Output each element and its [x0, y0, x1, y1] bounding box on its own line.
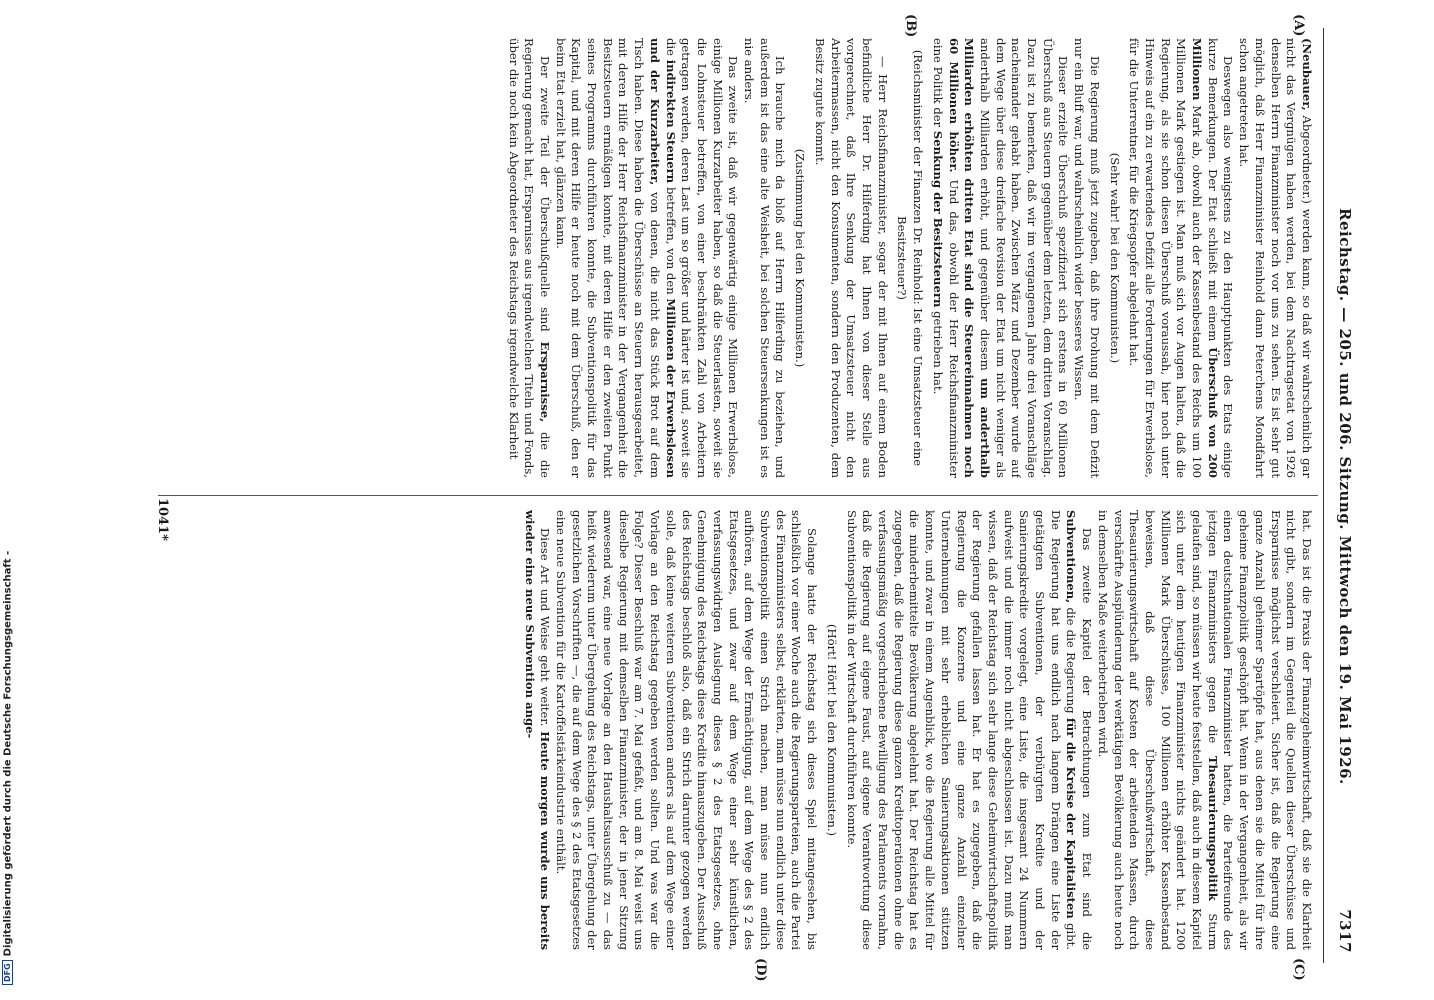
text-run: Sturm gelaufen sind, so müssen wir heute feststellen, daß auch in diesem Kapitel sich unter dem heutigen Finanzminister nichts geändert hat. 1200 Millionen Mark Überschüsse, 100 Millionen erhöhter Kassenbestand beweisen, daß diese Überschußwirtschaft, diese Thesaurierungswirtschaft auf Kosten der arbeitenden Massen, durch verschärfte Ausplünderung der werktätigen Bevölkerung auch heute noch in demselben Maße weiterbetrieben wird.	[1095, 510, 1220, 950]
paragraph	[552, 38, 740, 478]
text-run: Das zweite ist, daß wir gegenwärtig einige Millionen Erwerbslose, einige Millionen Kurzarbeiter haben, so daß die Steuerlasten, soweit sie die Lohnsteuer betreffen, von einer beschränkten Zahl von Arbeitern getragen werden, deren Last um so größer und härter ist und, soweit sie die	[663, 38, 741, 478]
column-divider	[158, 495, 1318, 496]
paragraph: — Herr Reichsfinanzminister, sogar der mit Ihnen auf einem Boden befindliche Herr Dr. Hilferding hat Ihnen von dieser Stelle aus vorgerechnet, daß Ihre Senkung der Umsatzsteuer nicht den Arbeitermassen, nicht den Konsumenten, sondern den Produzenten, dem Besitz zugute kommt.	[812, 38, 890, 478]
paragraph	[929, 38, 1070, 478]
digitization-credit	[2, 35, 16, 985]
text-run: Mark ab, obwohl auch der Kassenbestand des Reichs um 100 Millionen Mark gestiegen ist. Man muß sich vor Augen halten, daß die Regierung, als sie schon diesen Überschuß voraussah, hier noch unter Hinweis auf ein zu erwartendes Defizit alle Forderungen für Erwerbslose, für die Unterrentner, für die Kriegsopfer abgelehnt hat.	[1127, 38, 1205, 478]
paragraph: Die Regierung muß jetzt zugeben, daß ihre Drohung mit dem Defizit nur ein Bluff war, und wahrscheinlich wider besseres Wissen.	[1072, 38, 1102, 478]
text-run: betreffen, von den	[663, 186, 678, 295]
paragraph: Solange hatte der Reichstag sich dieses Spiel mitangesehen, bis schließlich vor einer Woche auch die Regierungsparteien, auch die Partei des Finanzministers selbst, erklärten, man müsse nun endlich unter diese Subventionspolitik einen Strich machen, man müsse nun endlich aufhören, auf dem Wege der Ermächtigung, auf dem Wege des § 2 des Etatsgesetzes, und zwar auf dem Wege einer sehr künstlichen, verfassungswidrigen Auslegung dieses § 2 des Etatsgesetzes, ohne Genehmigung des Reichstags diese Kredite hinauszugeben. Der Ausschuß des Reichstags beschloß also, daß ein Strich darunter gezogen werden solle, daß keine weiteren Subventionen anders als auf dem Wege einer Vorlage an den Reichstag gegeben werden sollten. Und was war die Folge? Dieser Beschluß war am 7. Mai gefaßt, und am 8. Mai weist uns dieselbe Regierung mit demselben Finanzminister, der in jener Sitzung anwesend war, eine neue Vorlage an den Haushaltsausschuß zu — das heißt wiederum unter Übergehung des Reichstags, unter Übergehung der gesetzlichen Vorschriften —, die auf dem Wege des § 2 des Etatsgesetzes eine neue Subvention für die Kartoffelstärkeindustrie enthält.	[553, 510, 820, 950]
running-title: Reichstag. — 205. und 206. Sitzung. Mittwoch den 19. Mai 1926.	[1336, 208, 1354, 785]
interjection: (Reichsminister der Finanzen Dr. Reinhold: Ist eine Umsatzsteuer eine Besitzsteuer?)	[895, 49, 926, 467]
emphasis: Heute morgen wurde uns bereits wieder eine neue Subvention ange-	[522, 510, 553, 950]
margin-marker-a: (A)	[1291, 14, 1306, 37]
emphasis: Subventionen,	[1064, 510, 1079, 604]
speaker-role: Abgeordneter.)	[1300, 115, 1314, 204]
text-run: Und das, obwohl der Herr Reichsfinanzminister eine Politik der	[930, 38, 961, 478]
paragraph	[843, 510, 1094, 950]
emphasis: Ersparnisse,	[537, 341, 552, 423]
credit-text: Digitalisierung gefördert durch die Deutsche Forschungsgemeinschaft -	[2, 550, 14, 957]
emphasis: Überschuß von 200 Millionen	[1190, 38, 1220, 478]
dfg-logo: DFG	[2, 960, 13, 985]
paragraph	[1094, 510, 1314, 950]
margin-marker-d: (D)	[753, 958, 768, 982]
sheet-number: 1041*	[155, 498, 170, 541]
page-header	[1328, 28, 1358, 963]
emphasis: für die Kreise der Kapitalisten	[1064, 717, 1079, 919]
text-run: die die Regierung	[1064, 607, 1079, 714]
paragraph	[521, 510, 552, 950]
scanned-page	[118, 14, 1358, 982]
interjection: (Zustimmung bei den Kommunisten.)	[793, 148, 808, 368]
emphasis: Thesaurierungspolitik	[1205, 755, 1220, 901]
paragraph	[505, 38, 552, 478]
text-run: Diese Art und Weise geht weiter.	[538, 528, 553, 727]
paragraph: Ich brauche mich da bloß auf Herrn Hilferding zu beziehen, und außerdem ist das eine alte Weisheit, bei solchen Steuersenkungen ist es nie anders.	[742, 38, 788, 478]
margin-marker-c: (C)	[1291, 958, 1306, 981]
text-run: hat. Das ist die Praxis der Finanzgeheimwirtschaft, daß sie die Klarheit nicht gibt, sondern im Gegenteil die Quellen dieser Überschüsse und Ersparnisse möglichst verschleiert. Sicher ist, daß die Regierung eine ganze Anzahl geheimer Spartöpfe hat, aus denen sie die Mittel für ihre geheime Finanzpolitik geschöpft hat. Wenn in der Vergangenheit, als wir einen deutschnationalen Finanzminister hatten, die Parteifreunde des jetzigen Finanzministers gegen die	[1205, 510, 1314, 950]
text-run: Der zweite Teil der Überschußquelle sind	[537, 56, 552, 332]
text-run: werden kann, so daß wir wahrscheinlich gar nicht das Vergnügen haben werden, bei dem Nachtragsetat von 1926 denselben Herrn Finanzminister noch vor uns zu sehen. Es ist sehr gut möglich, daß Herr Finanzminister Reinhold dann Peterchens Mondfahrt schon angetreten hat.	[1237, 38, 1314, 478]
emphasis: Millionen der Erwerbslosen und der Kurzarbeiter,	[647, 38, 678, 478]
interjection: (Hört! Hört! bei den Kommunisten.)	[824, 623, 839, 836]
text-run: getrieben hat.	[930, 311, 945, 395]
left-column	[204, 38, 1314, 478]
paragraph	[1126, 38, 1236, 478]
speaker-name: (Neubauer,	[1300, 38, 1314, 111]
text-run: Deswegen also wenigstens zu den Hauptpunkten des Etats einige kurze Bemerkungen. Der Etat schließt mit einem	[1205, 38, 1236, 478]
text-run: die die Regierung gemacht hat, Ersparnisse aus irgendwelchen Titeln und Fonds, über die noch kein Abgeordneter des Reichstags irgendwelche Klarheit	[506, 38, 552, 478]
text-run: Das zweite Kapitel der Betrachtungen zum Etat sind die	[1080, 528, 1095, 950]
text-run: Dieser erzielte Überschuß spezifiziert sich erstens in 60 Millionen Überschuß aus Steuern gegenüber dem letzten, dem dritten Voranschlag. Dazu ist zu bemerken, daß wir im vergangenen Jahre drei Voranschläge nacheinander gehabt haben. Zwischen März und Dezember wurde auf dem Wege über diese dreifache Revision der Etat um nicht weniger als anderthalb Milliarden erhöht, und gegenüber diesem	[977, 38, 1071, 478]
text-run: gibt. Die Regierung hat uns endlich nach langem Drängen eine Liste der getätigten Subventionen, der verbürgten Kredite und der Sanierungskredite vorgelegt, eine Liste, die insgesamt 24 Nummern aufweist und die immer noch nicht abgeschlossen ist. Dazu muß man wissen, daß der Reichstag sich sehr lange diese Geheimwirtschaftspolitik der Regierung gefallen lassen hat. Er hat es zugegeben, daß die Regierung die Konzerne und eine ganze Anzahl einzelner Unternehmungen mit sehr erheblichen Sanierungsaktionen stützen konnte, und zwar in einem Augenblick, wo die Regierung alle Mittel für die minderbemittelte Bevölkerung abgelehnt hat. Der Reichstag hat es zugegeben, daß die Regierung diese ganzen Kreditoperationen ohne die verfassungsmäßig vorgeschriebene Bewilligung des Parlaments vornahm, daß die Regierung auf eigene Faust, auf eigene Verantwortung diese Subventionspolitik in der Wirtschaft durchführen konnte.	[844, 510, 1079, 950]
emphasis: Senkung der Besitzsteuern	[930, 130, 945, 308]
emphasis: um anderthalb Milliarden erhöhten dritten Etat sind die Steuereinnahmen noch 60 Millionen höher.	[946, 38, 992, 478]
margin-marker-b: (B)	[903, 14, 918, 38]
right-column	[394, 510, 1314, 950]
interjection: (Sehr wahr! bei den Kommunisten.)	[1107, 152, 1122, 364]
emphasis: indirekten Steuern	[663, 59, 678, 184]
text-run: von denen, die nicht das Stück Brot auf dem Tisch haben. Diese haben die Überschüsse an Steuern herausgearbeitet, mit deren Hilfe der Herr Reichsfinanzminister in der Vergangenheit die Besitzsteuern ermäßigen konnte, mit deren Hilfe er den zweiten Punkt seines Programms durchführen konnte, die Subventionspolitik für das Kapital, und mit deren Hilfe er heute noch mit dem Überschuß, den er beim Etat erzielt hat, glänzen kann.	[553, 38, 662, 478]
header-rule	[1323, 28, 1324, 963]
page-number: 7317	[1336, 909, 1354, 953]
paragraph	[1235, 38, 1314, 478]
